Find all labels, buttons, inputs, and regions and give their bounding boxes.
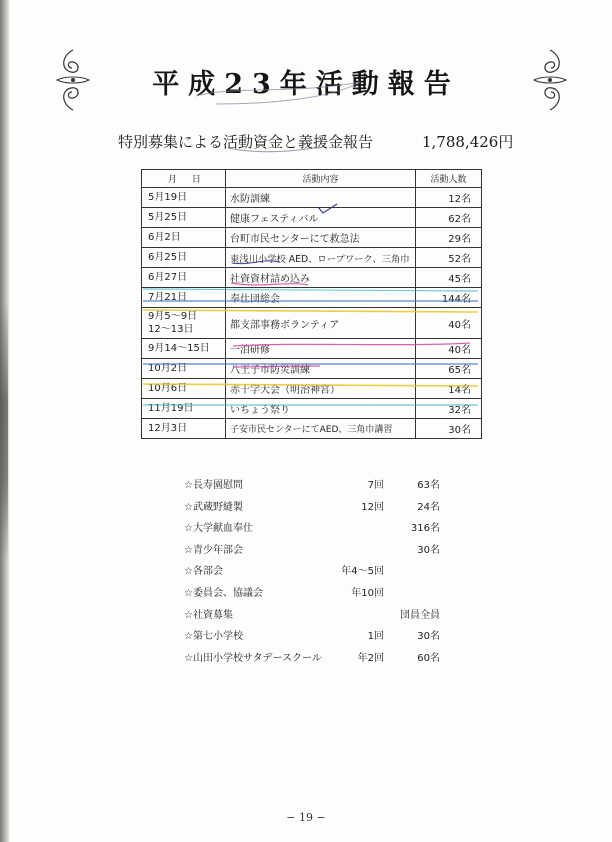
row-count: 14名 [416, 379, 482, 399]
row-count: 65名 [416, 359, 482, 379]
activity-name: ☆山田小学校サタデースクール [184, 652, 322, 664]
table-row [142, 379, 482, 399]
row-content: 八王子市防災訓練 [226, 359, 416, 379]
row-content: 一泊研修 [226, 339, 416, 359]
row-date: 5月19日 [142, 188, 226, 208]
row-count: 144名 [416, 288, 482, 308]
row-content: いちょう祭り [226, 399, 416, 419]
header-content: 活動内容 [226, 170, 416, 188]
row-date: 9月14～15日 [142, 339, 226, 359]
list-item [184, 476, 484, 498]
row-count: 40名 [416, 339, 482, 359]
activity-name: ☆各部会 [184, 566, 223, 578]
row-date: 6月2日 [142, 228, 226, 248]
activity-name: ☆社資募集 [184, 609, 233, 621]
table-header-row [142, 170, 482, 188]
row-content: 東浅川小学校 AED、ロープワーク、三角巾 [226, 248, 416, 268]
list-item [184, 584, 484, 606]
list-item [184, 649, 484, 671]
table-row [142, 399, 482, 419]
row-content: 社資資材詰め込み [226, 268, 416, 288]
row-content: 水防訓練 [226, 188, 416, 208]
row-content: 奉仕団総会 [226, 288, 416, 308]
row-date: 6月25日 [142, 248, 226, 268]
row-count: 52名 [416, 248, 482, 268]
fund-report-label: 特別募集による活動資金と義援金報告 [118, 133, 374, 151]
activity-times: 1回 [367, 631, 384, 643]
activity-name: ☆武蔵野縫製 [184, 501, 243, 513]
list-item [184, 562, 484, 584]
list-item [184, 541, 484, 563]
activity-count: 24名 [417, 501, 440, 513]
activity-count: 30名 [417, 631, 440, 643]
activity-name: ☆大学献血奉仕 [184, 523, 253, 535]
row-date: 10月6日 [142, 379, 226, 399]
activity-times: 12回 [361, 501, 384, 513]
activity-name: ☆青少年部会 [184, 544, 243, 556]
list-item [184, 498, 484, 520]
row-count: 40名 [416, 308, 482, 339]
row-content: 赤十字大会（明治神宮） [226, 379, 416, 399]
activity-count: 60名 [417, 652, 440, 664]
table-row [142, 419, 482, 439]
activity-name: ☆第七小学校 [184, 631, 243, 643]
activity-name: ☆長寿園慰問 [184, 480, 243, 491]
table-row [142, 339, 482, 359]
row-date: 12月3日 [142, 419, 226, 439]
header-date: 月 日 [142, 170, 226, 188]
table-row [142, 208, 482, 228]
fund-report-amount: 1,788,426円 [422, 133, 514, 151]
table-row [142, 228, 482, 248]
row-count: 45名 [416, 268, 482, 288]
row-date: 6月27日 [142, 268, 226, 288]
row-count: 29名 [416, 228, 482, 248]
row-count: 32名 [416, 399, 482, 419]
page-number: − 19 − [286, 811, 326, 824]
row-count: 62名 [416, 208, 482, 228]
row-content: 子安市民センターにてAED、三角巾講習 [226, 419, 416, 439]
activity-count: 30名 [417, 544, 440, 556]
table-row [142, 359, 482, 379]
page-title: 平成23年活動報告 [152, 69, 460, 100]
fund-report-line [118, 131, 518, 152]
list-item [184, 627, 484, 649]
table-row [142, 248, 482, 268]
list-item [184, 606, 484, 628]
binding-shadow [0, 300, 8, 560]
list-item [184, 519, 484, 541]
header-count: 活動人数 [416, 170, 482, 188]
other-activities-list [184, 476, 484, 670]
row-date: 7月21日 [142, 288, 226, 308]
row-content: 台町市民センターにて救急法 [226, 228, 416, 248]
table-row [142, 308, 482, 339]
activity-name: ☆委員会、協議会 [184, 587, 263, 599]
table-row [142, 268, 482, 288]
activity-times: 年2回 [357, 652, 384, 664]
row-content: 健康フェスティバル [226, 208, 416, 228]
row-count: 30名 [416, 419, 482, 439]
row-content: 都支部事務ボランティア [226, 308, 416, 339]
row-date: 5月25日 [142, 208, 226, 228]
activity-count: 316名 [410, 523, 440, 535]
table-row [142, 288, 482, 308]
activity-times: 年10回 [351, 587, 384, 599]
row-date: 9月5～9日 12～13日 [142, 308, 226, 339]
row-date: 11月19日 [142, 399, 226, 419]
row-count: 12名 [416, 188, 482, 208]
activity-times: 7回 [367, 480, 384, 491]
row-date: 10月2日 [142, 359, 226, 379]
activity-count: 団員全員 [400, 609, 440, 621]
activity-count: 63名 [417, 480, 440, 491]
table-row [142, 188, 482, 208]
activity-table [141, 169, 482, 439]
activity-times: 年4～5回 [341, 566, 384, 578]
